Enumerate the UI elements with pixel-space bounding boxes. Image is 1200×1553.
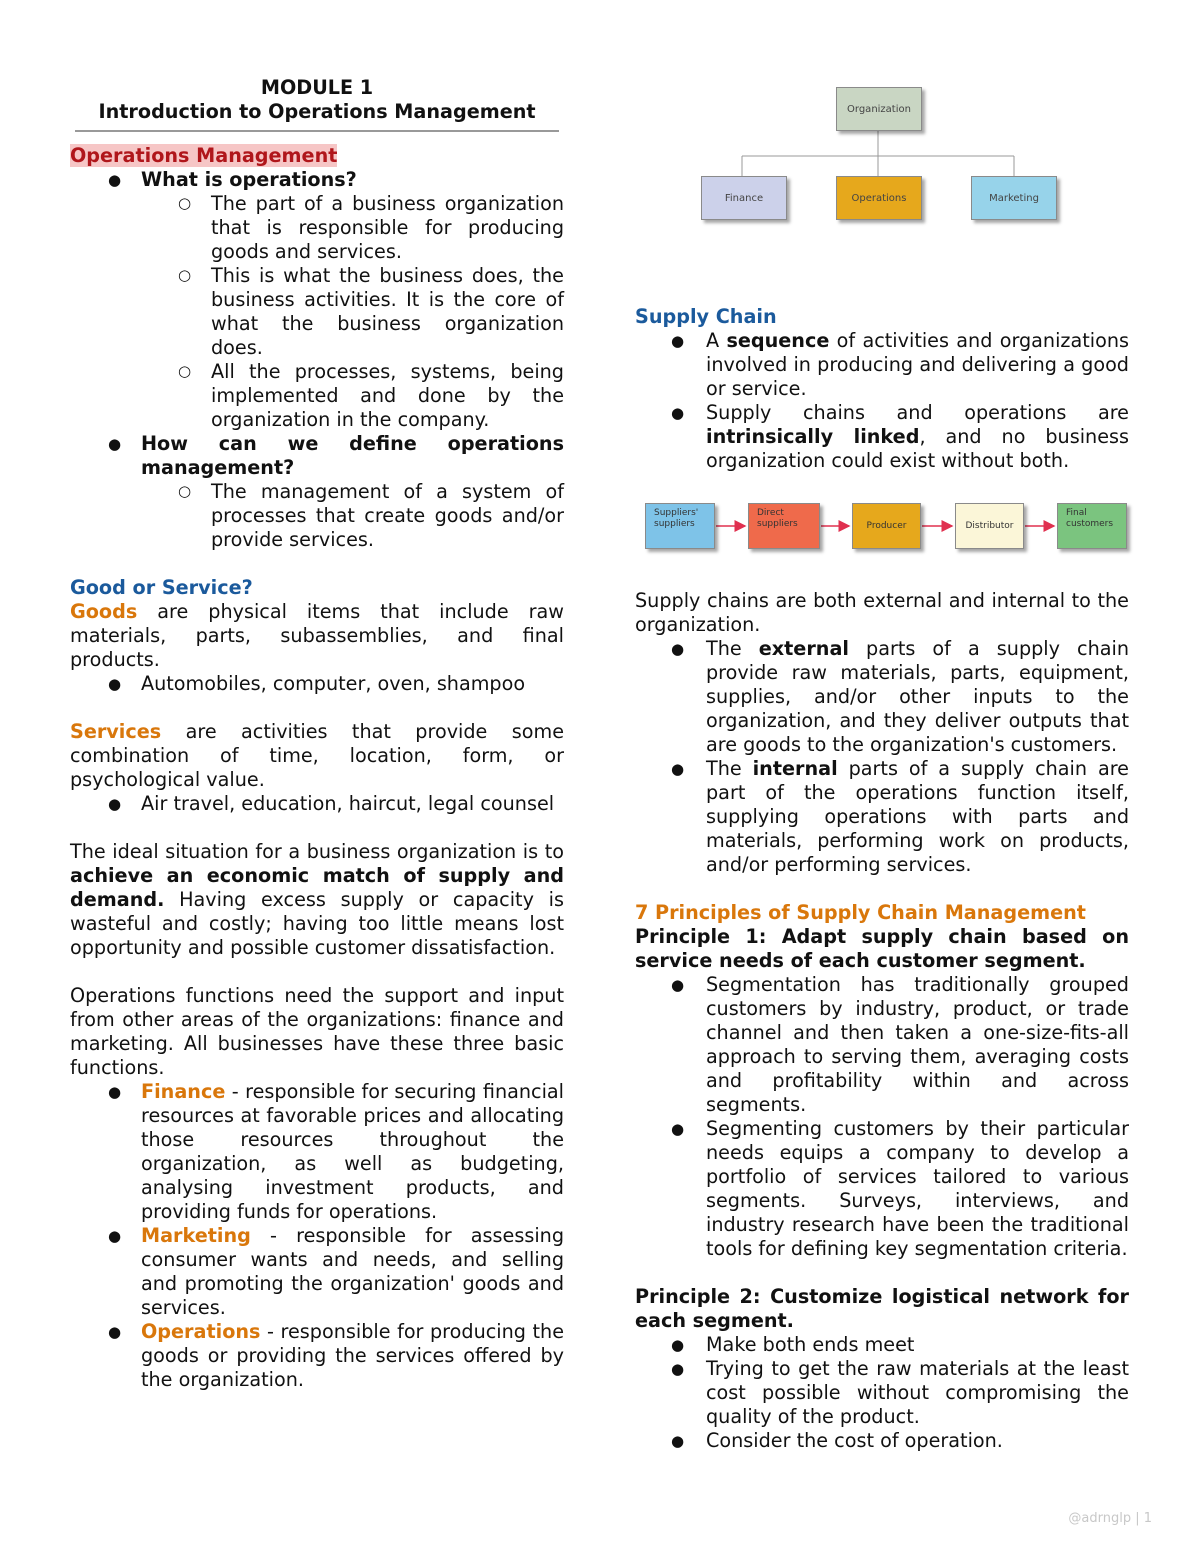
circle-bullet-icon: ○ <box>178 482 192 500</box>
circle-bullet-icon: ○ <box>178 362 192 380</box>
definition-text: The part of a business organization that is responsible for producing goods and services. <box>211 192 564 263</box>
services-definition: are activities that provide some combination of time, location, form, or psychological value. <box>70 720 564 791</box>
flow-box-final-customers: Final customers <box>1057 503 1127 549</box>
bullet-icon: ● <box>671 1432 685 1450</box>
list-item: ● Consider the cost of operation. <box>671 1429 1003 1452</box>
org-box-marketing: Marketing <box>971 176 1057 220</box>
section-heading-supply-chain: Supply Chain <box>635 305 777 328</box>
list-item: ● Make both ends meet <box>671 1333 915 1356</box>
services-example: Air travel, education, haircut, legal counsel <box>141 792 555 815</box>
flow-box-producer: Producer <box>852 503 921 549</box>
flow-box-distributor: Distributor <box>955 503 1024 549</box>
list-item: ● A sequence of activities and organizations involved in producing and delivering a good or service. <box>671 329 1129 400</box>
principle-1-title: Principle 1: Adapt supply chain based on service needs of each customer segment. <box>635 925 1129 972</box>
list-item: ● Operations - responsible for producing the goods or providing the services offered by the organization. <box>108 1320 564 1391</box>
definition-text: All the processes, systems, being implemented and done by the organization in the company. <box>211 360 564 431</box>
definition-text: This is what the business does, the business activities. It is the core of what the business organization does. <box>211 264 564 359</box>
list-item: ● Segmentation has traditionally grouped customers by industry, product, or trade channel and then taken a one-size-fits-all approach to serving them, averaging costs and profitability within and across segments. <box>671 973 1129 1116</box>
bullet-icon: ● <box>108 1323 122 1341</box>
term-finance: Finance <box>141 1080 226 1103</box>
right-column-bottom <box>635 589 1129 1453</box>
page-footer: @adrnglp | 1 <box>1068 1511 1152 1526</box>
goods-example: Automobiles, computer, oven, shampoo <box>141 672 526 695</box>
right-column-top <box>635 305 1129 473</box>
circle-bullet-icon: ○ <box>178 194 192 212</box>
bullet-icon: ● <box>671 1336 685 1354</box>
term-marketing: Marketing <box>141 1224 251 1247</box>
bullet-icon: ● <box>671 976 685 994</box>
list-item <box>70 792 564 816</box>
list-item: ● The internal parts of a supply chain are part of the operations function itself, supplying operations with parts and materials, performing work on products, and/or performing services. <box>671 757 1129 876</box>
bullet-icon: ● <box>671 404 685 422</box>
bullet-icon: ● <box>671 332 685 350</box>
list-item <box>70 264 564 360</box>
functions-intro-paragraph: Operations functions need the support and input from other areas of the organizations: finance and marketing. All businesses have these three basic functions. <box>70 984 564 1079</box>
question-what-is-operations: What is operations? <box>141 168 357 191</box>
bullet-icon: ● <box>108 675 122 693</box>
list-item <box>70 360 564 432</box>
flow-box-suppliers-suppliers: Suppliers' suppliers <box>645 503 715 549</box>
list-item: ● Supply chains and operations are intrinsically linked, and no business organization could exist without both. <box>671 401 1130 472</box>
document-title: Introduction to Operations Management <box>98 100 536 123</box>
goods-definition: are physical items that include raw materials, parts, subassemblies, and final products. <box>70 600 564 671</box>
org-box-operations: Operations <box>836 176 922 220</box>
bullet-icon: ● <box>671 1120 685 1138</box>
org-box-organization: Organization <box>836 87 922 131</box>
left-column <box>70 76 564 1392</box>
list-item: ● The external parts of a supply chain provide raw materials, parts, equipment, supplies, and/or other inputs to the organization, and they deliver outputs that are goods to the organization's customers. <box>671 637 1129 756</box>
bullet-icon: ● <box>108 795 122 813</box>
bullet-icon: ● <box>671 1360 685 1378</box>
bullet-icon: ● <box>671 760 685 778</box>
module-label: MODULE 1 <box>260 76 374 99</box>
bullet-icon: ● <box>108 171 122 189</box>
principle-2-title: Principle 2: Customize logistical network for each segment. <box>635 1285 1129 1332</box>
flow-box-direct-suppliers: Direct suppliers <box>748 503 820 549</box>
question-define-operations-management: How can we define operations management? <box>141 432 564 479</box>
list-item: ● Finance - responsible for securing financial resources at favorable prices and allocating those resources throughout the organization, as well as budgeting, analysing investment products, and providing funds for operations. <box>108 1080 564 1223</box>
term-goods: Goods <box>70 600 138 623</box>
functions-list <box>70 1080 564 1392</box>
section-heading-operations-management: Operations Management <box>70 144 338 167</box>
bullet-icon: ● <box>108 1227 122 1245</box>
ideal-situation-paragraph: The ideal situation for a business organization is to achieve an economic match of supply and demand. Having excess supply or capacity is wasteful and costly; having too little means lost opportunity and possible customer dissatisfaction. <box>70 840 564 959</box>
term-services: Services <box>70 720 162 743</box>
section-heading-7-principles: 7 Principles of Supply Chain Management <box>635 901 1086 924</box>
bullet-icon: ● <box>108 1083 122 1101</box>
circle-bullet-icon: ○ <box>178 266 192 284</box>
list-item: ● Trying to get the raw materials at the least cost possible without compromising the quality of the product. <box>671 1357 1129 1428</box>
section-heading-good-or-service: Good or Service? <box>70 576 253 599</box>
org-box-finance: Finance <box>701 176 787 220</box>
term-operations: Operations <box>141 1320 261 1343</box>
bullet-icon: ● <box>108 435 122 453</box>
bullet-icon: ● <box>671 640 685 658</box>
ext-int-intro: Supply chains are both external and internal to the organization. <box>635 589 1129 636</box>
definition-text: The management of a system of processes that create goods and/or provide services. <box>211 480 564 551</box>
list-item: ● Marketing - responsible for assessing consumer wants and needs, and selling and promoting the organization' goods and services. <box>108 1224 564 1319</box>
list-item: ● Segmenting customers by their particular needs equips a company to develop a portfolio of services tailored to various segments. Surveys, interviews, and industry research have been the traditional tools for defining key segmentation criteria. <box>671 1117 1129 1260</box>
list-item <box>70 672 564 696</box>
